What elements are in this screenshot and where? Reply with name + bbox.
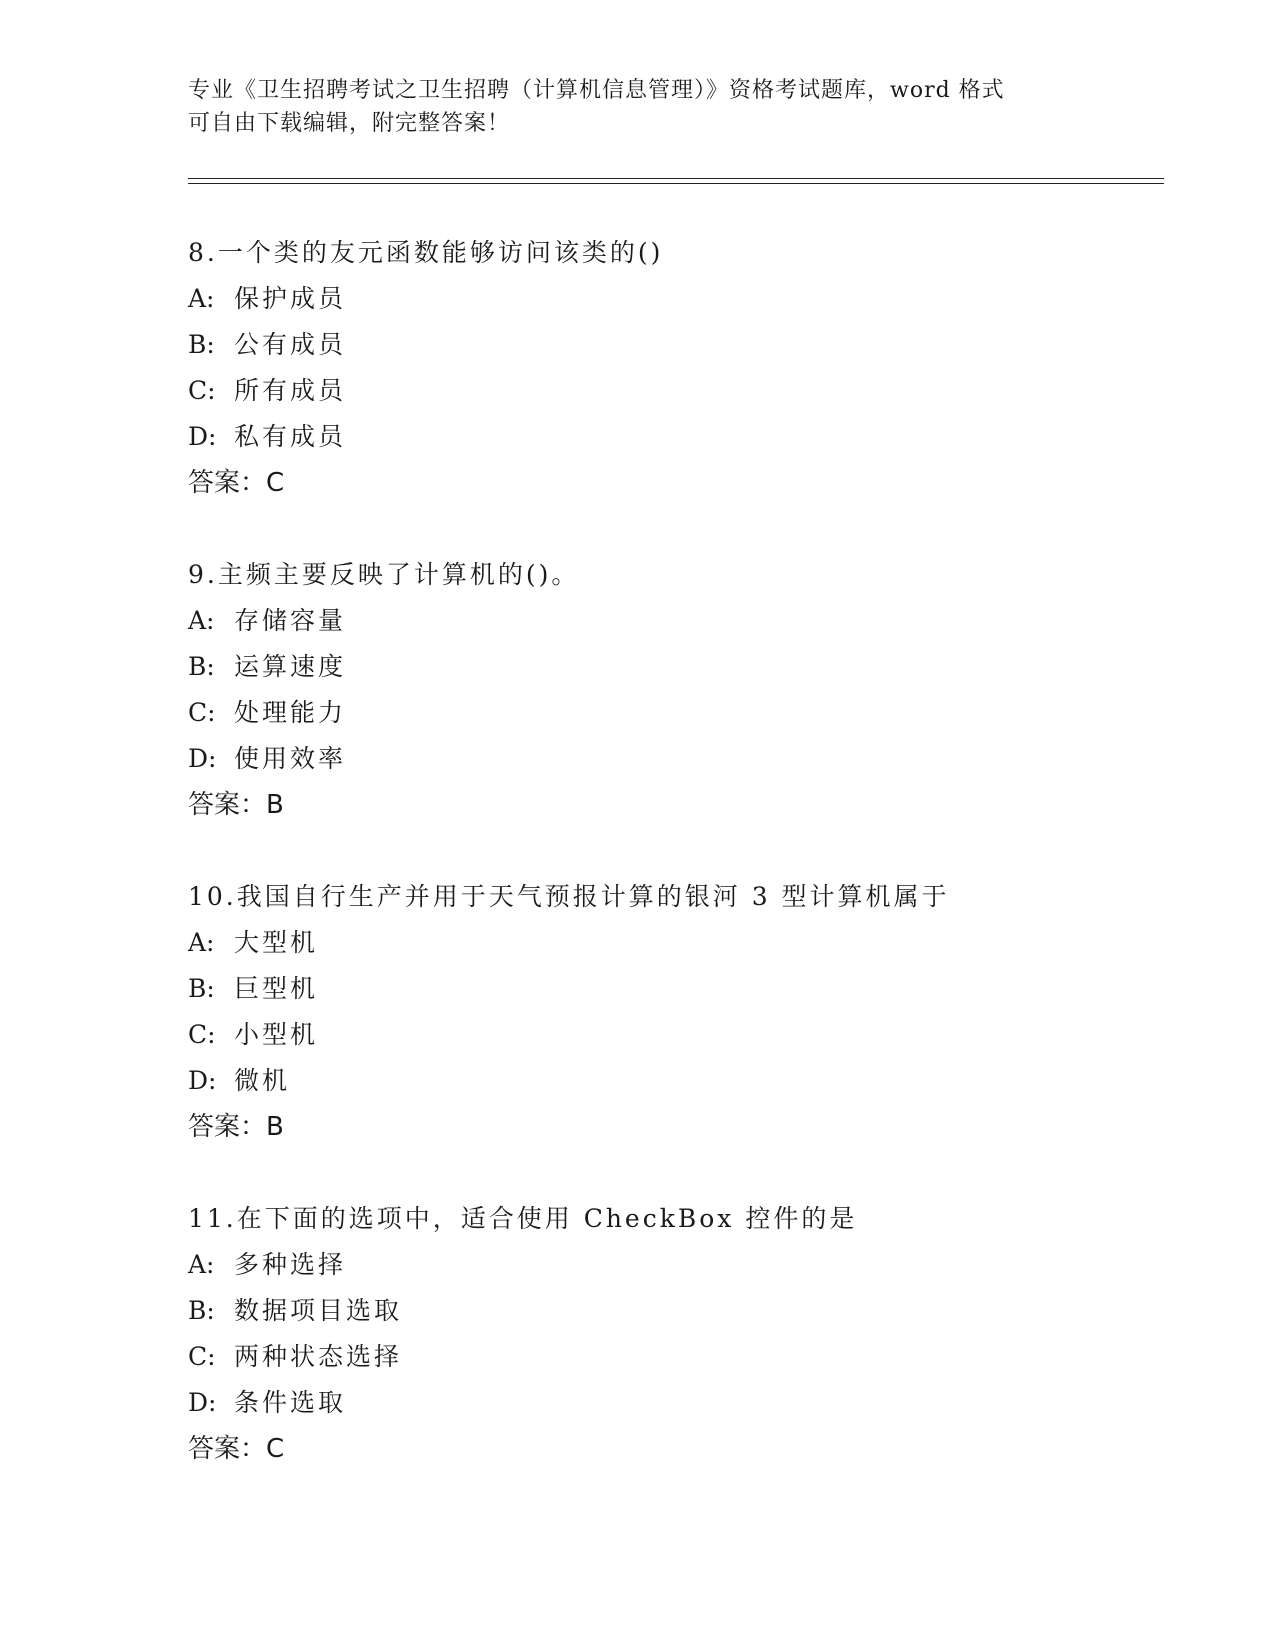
option-b <box>188 966 1148 1012</box>
question-9 <box>188 552 1148 828</box>
document-header <box>188 74 1088 140</box>
question-stem: 11.在下面的选项中，适合使用 CheckBox 控件的是 <box>188 1204 858 1233</box>
option-text: 私有成员 <box>234 422 347 451</box>
option-letter: B: <box>188 1296 215 1325</box>
option-c <box>188 368 1148 414</box>
option-text: 公有成员 <box>234 330 347 359</box>
question-8 <box>188 230 1148 506</box>
option-text: 多种选择 <box>234 1250 347 1279</box>
option-text: 所有成员 <box>234 376 347 405</box>
option-text: 微机 <box>234 1066 291 1095</box>
option-text: 使用效率 <box>234 744 347 773</box>
option-d <box>188 1058 1148 1104</box>
option-letter: C: <box>188 698 216 727</box>
option-letter: A: <box>188 284 215 313</box>
option-letter: D: <box>188 1388 217 1417</box>
option-b <box>188 1288 1148 1334</box>
option-text: 数据项目选取 <box>234 1296 403 1325</box>
option-letter: C: <box>188 1342 216 1371</box>
option-letter: A: <box>188 606 215 635</box>
option-b <box>188 322 1148 368</box>
option-letter: D: <box>188 744 217 773</box>
option-a <box>188 1242 1148 1288</box>
question-stem: 9.主频主要反映了计算机的()。 <box>188 560 580 589</box>
answer-line: 答案：C <box>188 1434 285 1464</box>
option-letter: C: <box>188 376 216 405</box>
option-a <box>188 276 1148 322</box>
option-text: 运算速度 <box>234 652 347 681</box>
question-11 <box>188 1196 1148 1472</box>
option-text: 小型机 <box>234 1020 319 1049</box>
question-stem: 8.一个类的友元函数能够访问该类的() <box>188 238 664 267</box>
header-line-2: 可自由下载编辑，附完整答案！ <box>188 111 511 136</box>
option-a <box>188 920 1148 966</box>
option-d <box>188 1380 1148 1426</box>
option-c <box>188 1334 1148 1380</box>
option-letter: B: <box>188 652 215 681</box>
option-text: 保护成员 <box>234 284 347 313</box>
option-letter: D: <box>188 422 217 451</box>
option-text: 存储容量 <box>234 606 347 635</box>
option-letter: D: <box>188 1066 217 1095</box>
header-divider-top <box>188 178 1164 179</box>
option-text: 条件选取 <box>234 1388 347 1417</box>
option-letter: A: <box>188 928 215 957</box>
option-c <box>188 690 1148 736</box>
header-divider-bottom <box>188 183 1164 184</box>
answer-line: 答案：B <box>188 790 284 820</box>
question-10 <box>188 874 1148 1150</box>
answer-line: 答案：C <box>188 468 285 498</box>
option-text: 巨型机 <box>234 974 319 1003</box>
option-a <box>188 598 1148 644</box>
option-text: 大型机 <box>234 928 319 957</box>
option-letter: C: <box>188 1020 216 1049</box>
header-line-1: 专业《卫生招聘考试之卫生招聘（计算机信息管理）》资格考试题库，word 格式 <box>188 78 1005 103</box>
option-c <box>188 1012 1148 1058</box>
option-letter: B: <box>188 974 215 1003</box>
option-letter: B: <box>188 330 215 359</box>
option-letter: A: <box>188 1250 215 1279</box>
option-d <box>188 414 1148 460</box>
answer-line: 答案：B <box>188 1112 284 1142</box>
option-d <box>188 736 1148 782</box>
option-text: 处理能力 <box>234 698 347 727</box>
question-stem: 10.我国自行生产并用于天气预报计算的银河 3 型计算机属于 <box>188 882 950 911</box>
option-text: 两种状态选择 <box>234 1342 403 1371</box>
option-b <box>188 644 1148 690</box>
